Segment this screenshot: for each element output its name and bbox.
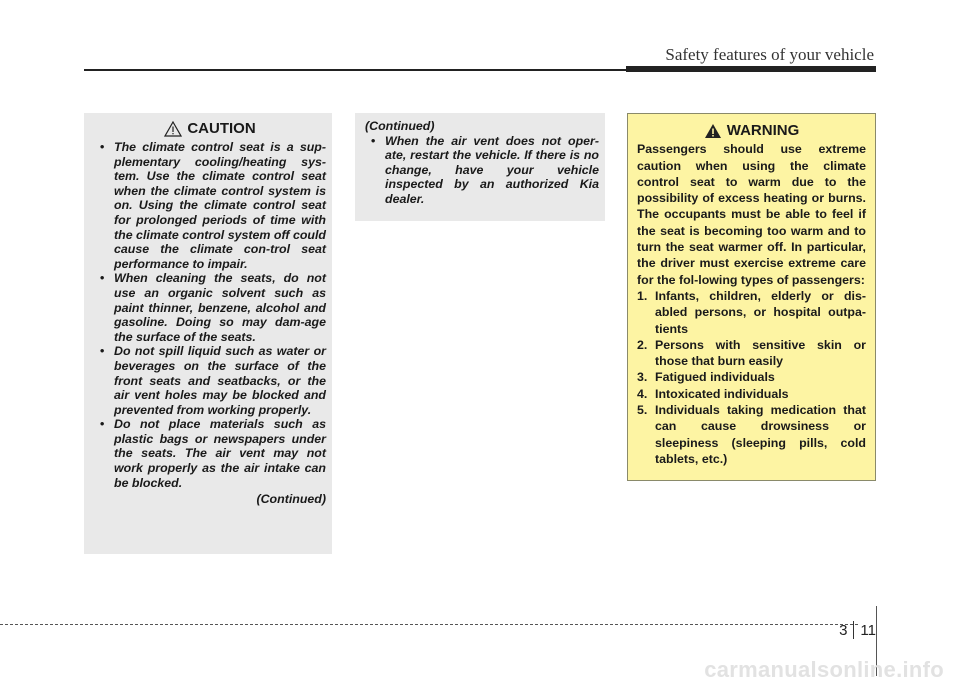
caution-heading-text: CAUTION (187, 119, 256, 137)
warning-triangle-icon (704, 123, 722, 139)
warning-box (627, 113, 876, 481)
caution-heading (94, 121, 326, 137)
page-number-separator (853, 621, 854, 639)
caution-triangle-icon (164, 121, 182, 137)
footer-rule (0, 624, 858, 625)
warning-heading-text: WARNING (726, 122, 800, 139)
continued-label: (Continued) (365, 119, 435, 133)
list-item (637, 288, 866, 337)
list-item-number: 5. (637, 403, 648, 418)
watermark: carmanualsonline.info (704, 657, 944, 682)
header-rule-accent (626, 66, 876, 72)
page-number-value: 11 (860, 621, 876, 639)
caution-bullet: • Do not place materials such as plastic bags or newspapers under the seats. The air vent may not work properly as the air intake can be blocked. (94, 417, 326, 490)
list-item-text: Persons with sensitive skin or those that burn easily (655, 337, 866, 369)
list-item (637, 337, 866, 370)
list-item-number: 4. (637, 386, 648, 401)
caution-bullet: • When cleaning the seats, do not use an organic solvent such as paint thinner, benzene, alcohol and gasoline. Doing so may dam-age the surface of the seats. (94, 271, 326, 344)
list-item-text: Fatigued individuals (655, 370, 775, 385)
caution-bullet: • The climate control seat is a sup-plementary cooling/heating sys-tem. Use the climate control seat when the climate control system is on. Using the climate control seat for prolonged periods of time with the climate control system off could cause the climate con-trol seat performance to impair. (94, 140, 326, 271)
caution-continued-box (355, 113, 605, 221)
list-item (637, 402, 866, 467)
chapter-number: 3 (839, 621, 848, 639)
warning-list (637, 288, 866, 467)
list-item-number: 1. (637, 288, 648, 303)
warning-intro: Passengers should use extreme caution when using the climate control seat to warm due to the possibility of excess heating or burns. The occupants must be able to feel if the seat is becoming too warm and to turn the seat warmer off. In particular, the driver must exercise extreme care for the fol-lowing types of passengers: (637, 142, 866, 287)
caution-bullet: • Do not spill liquid such as water or beverages on the surface of the front seats and seatbacks, or the air vent holes may be blocked and prevented from working properly. (94, 344, 326, 417)
caution-box (84, 113, 332, 554)
running-header: Safety features of your vehicle (665, 45, 874, 64)
list-item-number: 3. (637, 370, 648, 385)
list-item-text: Individuals taking medication that can cause drowsiness or sleepiness (sleeping pills, cold tablets, etc.) (655, 403, 866, 466)
list-item-number: 2. (637, 337, 648, 352)
list-item-text: Infants, children, elderly or dis-abled persons, or hospital outpa-tients (655, 288, 866, 336)
continued-label: (Continued) (256, 492, 326, 507)
list-item-text: Intoxicated individuals (655, 386, 789, 401)
warning-heading (637, 123, 866, 139)
list-item (637, 369, 866, 385)
page-number (839, 621, 876, 639)
list-item (637, 386, 866, 402)
caution-bullet: • When the air vent does not oper-ate, restart the vehicle. If there is no change, have your vehicle inspected by an authorized Kia dealer. (365, 134, 599, 207)
